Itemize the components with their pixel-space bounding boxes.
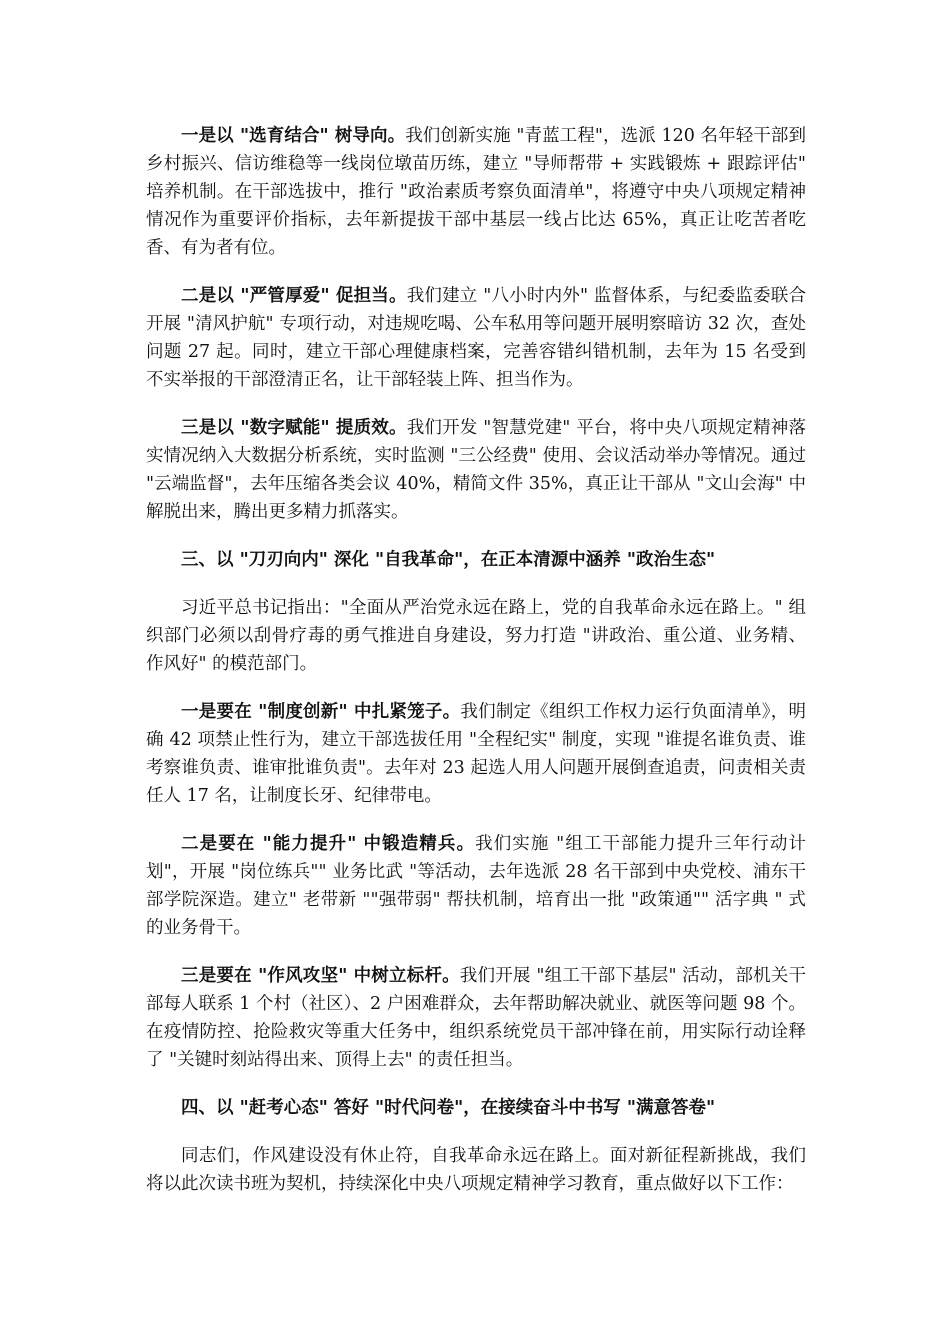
paragraph-lead: 二是以 "严管厚爱" 促担当。: [181, 286, 407, 306]
paragraph-3: [146, 414, 806, 526]
paragraph-lead: 三是要在 "作风攻坚" 中树立标杆。: [181, 966, 460, 986]
paragraph-lead: 一是要在 "制度创新" 中扎紧笼子。: [181, 702, 461, 722]
paragraph-8: [146, 1142, 806, 1198]
paragraph-lead: 一是以 "选育结合" 树导向。: [181, 126, 406, 146]
paragraph-5: [146, 698, 806, 810]
paragraph-4: [146, 594, 806, 678]
paragraph-body: 我们制定《组织工作权力运行负面清单》，明确 42 项禁止性行为，建立干部选拔任用 "全程纪实" 制度，实现 "谁提名谁负责、谁考察谁负责、谁审批谁负责"。去年对 23 起选人用人问题开展倒查追责，问责相关责任人 17 名，让制度长牙、纪律带电。: [146, 702, 807, 806]
document-page: [146, 122, 806, 1218]
paragraph-body: 我们开展 "组工干部下基层" 活动，部机关干部每人联系 1 个村（社区）、2 户困难群众，去年帮助解决就业、就医等问题 98 个。在疫情防控、抢险救灾等重大任务中，组织系统党员干部冲锋在前，用实际行动诠释了 "关键时刻站得出来、顶得上去" 的责任担当。: [146, 966, 806, 1070]
paragraph-body: 我们建立 "八小时内外" 监督体系，与纪委监委联合开展 "清风护航" 专项行动，对违规吃喝、公车私用等问题开展明察暗访 32 次，查处问题 27 起。同时，建立干部心理健康档案，完善容错纠错机制，去年为 15 名受到不实举报的干部澄清正名，让干部轻装上阵、担当作为。: [146, 286, 806, 390]
paragraph-7: [146, 962, 806, 1074]
paragraph-body: 我们实施 "组工干部能力提升三年行动计划"，开展 "岗位练兵"" 业务比武 "等活动，去年选派 28 名干部到中央党校、浦东干部学院深造。建立" 老带新 ""强带弱" 帮扶机制，培育出一批 "政策通"" 活字典 " 式的业务骨干。: [146, 834, 806, 938]
paragraph-1: [146, 122, 806, 262]
paragraph-body: 习近平总书记指出："全面从严治党永远在路上，党的自我革命永远在路上。" 组织部门必须以刮骨疗毒的勇气推进自身建设，努力打造 "讲政治、重公道、业务精、作风好" 的模范部门。: [146, 598, 806, 674]
paragraph-body: 同志们，作风建设没有休止符，自我革命永远在路上。面对新征程新挑战，我们将以此次读书班为契机，持续深化中央八项规定精神学习教育，重点做好以下工作：: [146, 1146, 806, 1194]
paragraph-2: [146, 282, 806, 394]
paragraph-body: 我们创新实施 "青蓝工程"，选派 120 名年轻干部到乡村振兴、信访维稳等一线岗位墩苗历练，建立 "导师帮带 + 实践锻炼 + 跟踪评估" 培养机制。在干部选拔中，推行 "政治素质考察负面清单"，将遵守中央八项规定精神情况作为重要评价指标，去年新提拔干部中基层一线占比达 65%，真正让吃苦者吃香、有为者有位。: [146, 126, 806, 258]
section-heading-4: 四、以 "赶考心态" 答好 "时代问卷"，在接续奋斗中书写 "满意答卷": [181, 1098, 716, 1118]
paragraph-lead: 二是要在 "能力提升" 中锻造精兵。: [181, 834, 476, 854]
paragraph-6: [146, 830, 806, 942]
paragraph-lead: 三是以 "数字赋能" 提质效。: [181, 418, 407, 438]
paragraph-body: 我们开发 "智慧党建" 平台，将中央八项规定精神落实情况纳入大数据分析系统，实时监测 "三公经费" 使用、会议活动举办等情况。通过 "云端监督"，去年压缩各类会议 40%，精简文件 35%，真正让干部从 "文山会海" 中解脱出来，腾出更多精力抓落实。: [146, 418, 806, 522]
section-heading-3: 三、以 "刀刃向内" 深化 "自我革命"，在正本清源中涵养 "政治生态": [181, 550, 716, 570]
